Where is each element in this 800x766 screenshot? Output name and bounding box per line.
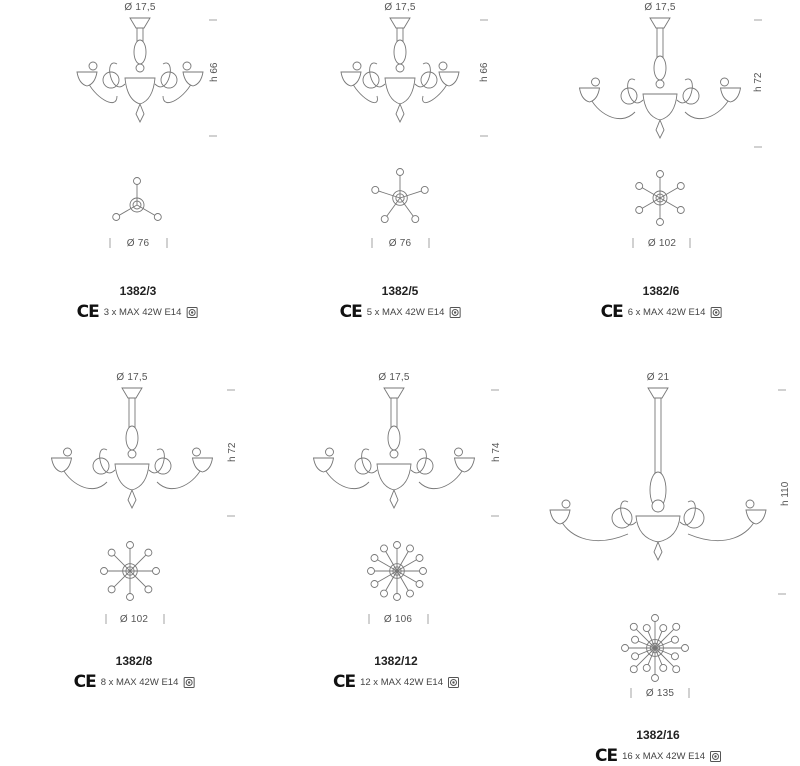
height-label: h 72 (227, 442, 238, 462)
ip-class-icon (183, 677, 194, 688)
product-1382-12 (262, 370, 522, 700)
height-label: h 72 (753, 72, 764, 92)
ip-class-icon (449, 307, 460, 318)
ce-mark-icon: CE (339, 302, 362, 322)
product-code: 1382/16 (636, 728, 680, 742)
ce-mark-icon: CE (600, 302, 623, 322)
plan-dimension-ticks (530, 370, 800, 710)
lamp-spec: 8 x MAX 42W E14 (100, 676, 179, 688)
height-label: h 74 (491, 442, 502, 462)
lamp-spec: 6 x MAX 42W E14 (627, 306, 706, 318)
product-code: 1382/5 (381, 284, 419, 298)
plan-diameter-label: Ø 102 (647, 238, 677, 249)
ce-mark-icon: CE (333, 672, 356, 692)
top-diameter-label: Ø 17,5 (644, 2, 676, 13)
spec-line (333, 672, 459, 692)
lamp-spec: 12 x MAX 42W E14 (360, 676, 443, 688)
product-1382-8 (0, 370, 260, 700)
spec-line (77, 302, 198, 322)
plan-diameter-label: Ø 106 (383, 614, 413, 625)
plan-diameter-label: Ø 102 (119, 614, 149, 625)
product-code: 1382/12 (374, 654, 418, 668)
plan-dimension-ticks (530, 0, 800, 260)
height-label: h 66 (479, 62, 490, 82)
ce-mark-icon: CE (76, 302, 99, 322)
top-diameter-label: Ø 17,5 (384, 2, 416, 13)
plan-dimension-ticks (262, 370, 522, 630)
spec-line (74, 672, 195, 692)
product-1382-6 (530, 0, 800, 330)
top-diameter-label: Ø 17,5 (116, 372, 148, 383)
ip-class-icon (710, 751, 721, 762)
height-label: h 66 (209, 62, 220, 82)
plan-diameter-label: Ø 76 (126, 238, 150, 249)
spec-line (601, 302, 722, 322)
height-label: h 110 (780, 481, 791, 506)
lamp-spec: 16 x MAX 42W E14 (622, 750, 705, 762)
plan-dimension-ticks (0, 370, 260, 630)
top-diameter-label: Ø 17,5 (378, 372, 410, 383)
plan-diameter-label: Ø 76 (388, 238, 412, 249)
ip-class-icon (186, 307, 197, 318)
lamp-spec: 5 x MAX 42W E14 (366, 306, 445, 318)
product-1382-5 (262, 0, 522, 330)
spec-line (340, 302, 461, 322)
top-diameter-label: Ø 17,5 (124, 2, 156, 13)
product-code: 1382/8 (115, 654, 153, 668)
ce-mark-icon: CE (595, 746, 618, 766)
plan-dimension-ticks (262, 0, 522, 260)
product-1382-3 (0, 0, 260, 330)
product-code: 1382/6 (642, 284, 680, 298)
product-code: 1382/3 (119, 284, 157, 298)
lamp-spec: 3 x MAX 42W E14 (103, 306, 182, 318)
spec-line (595, 746, 721, 766)
plan-diameter-label: Ø 135 (645, 688, 675, 699)
product-1382-16 (530, 370, 800, 766)
top-diameter-label: Ø 21 (646, 372, 670, 383)
ce-mark-icon: CE (73, 672, 96, 692)
plan-dimension-ticks (0, 0, 260, 260)
ip-class-icon (448, 677, 459, 688)
ip-class-icon (710, 307, 721, 318)
